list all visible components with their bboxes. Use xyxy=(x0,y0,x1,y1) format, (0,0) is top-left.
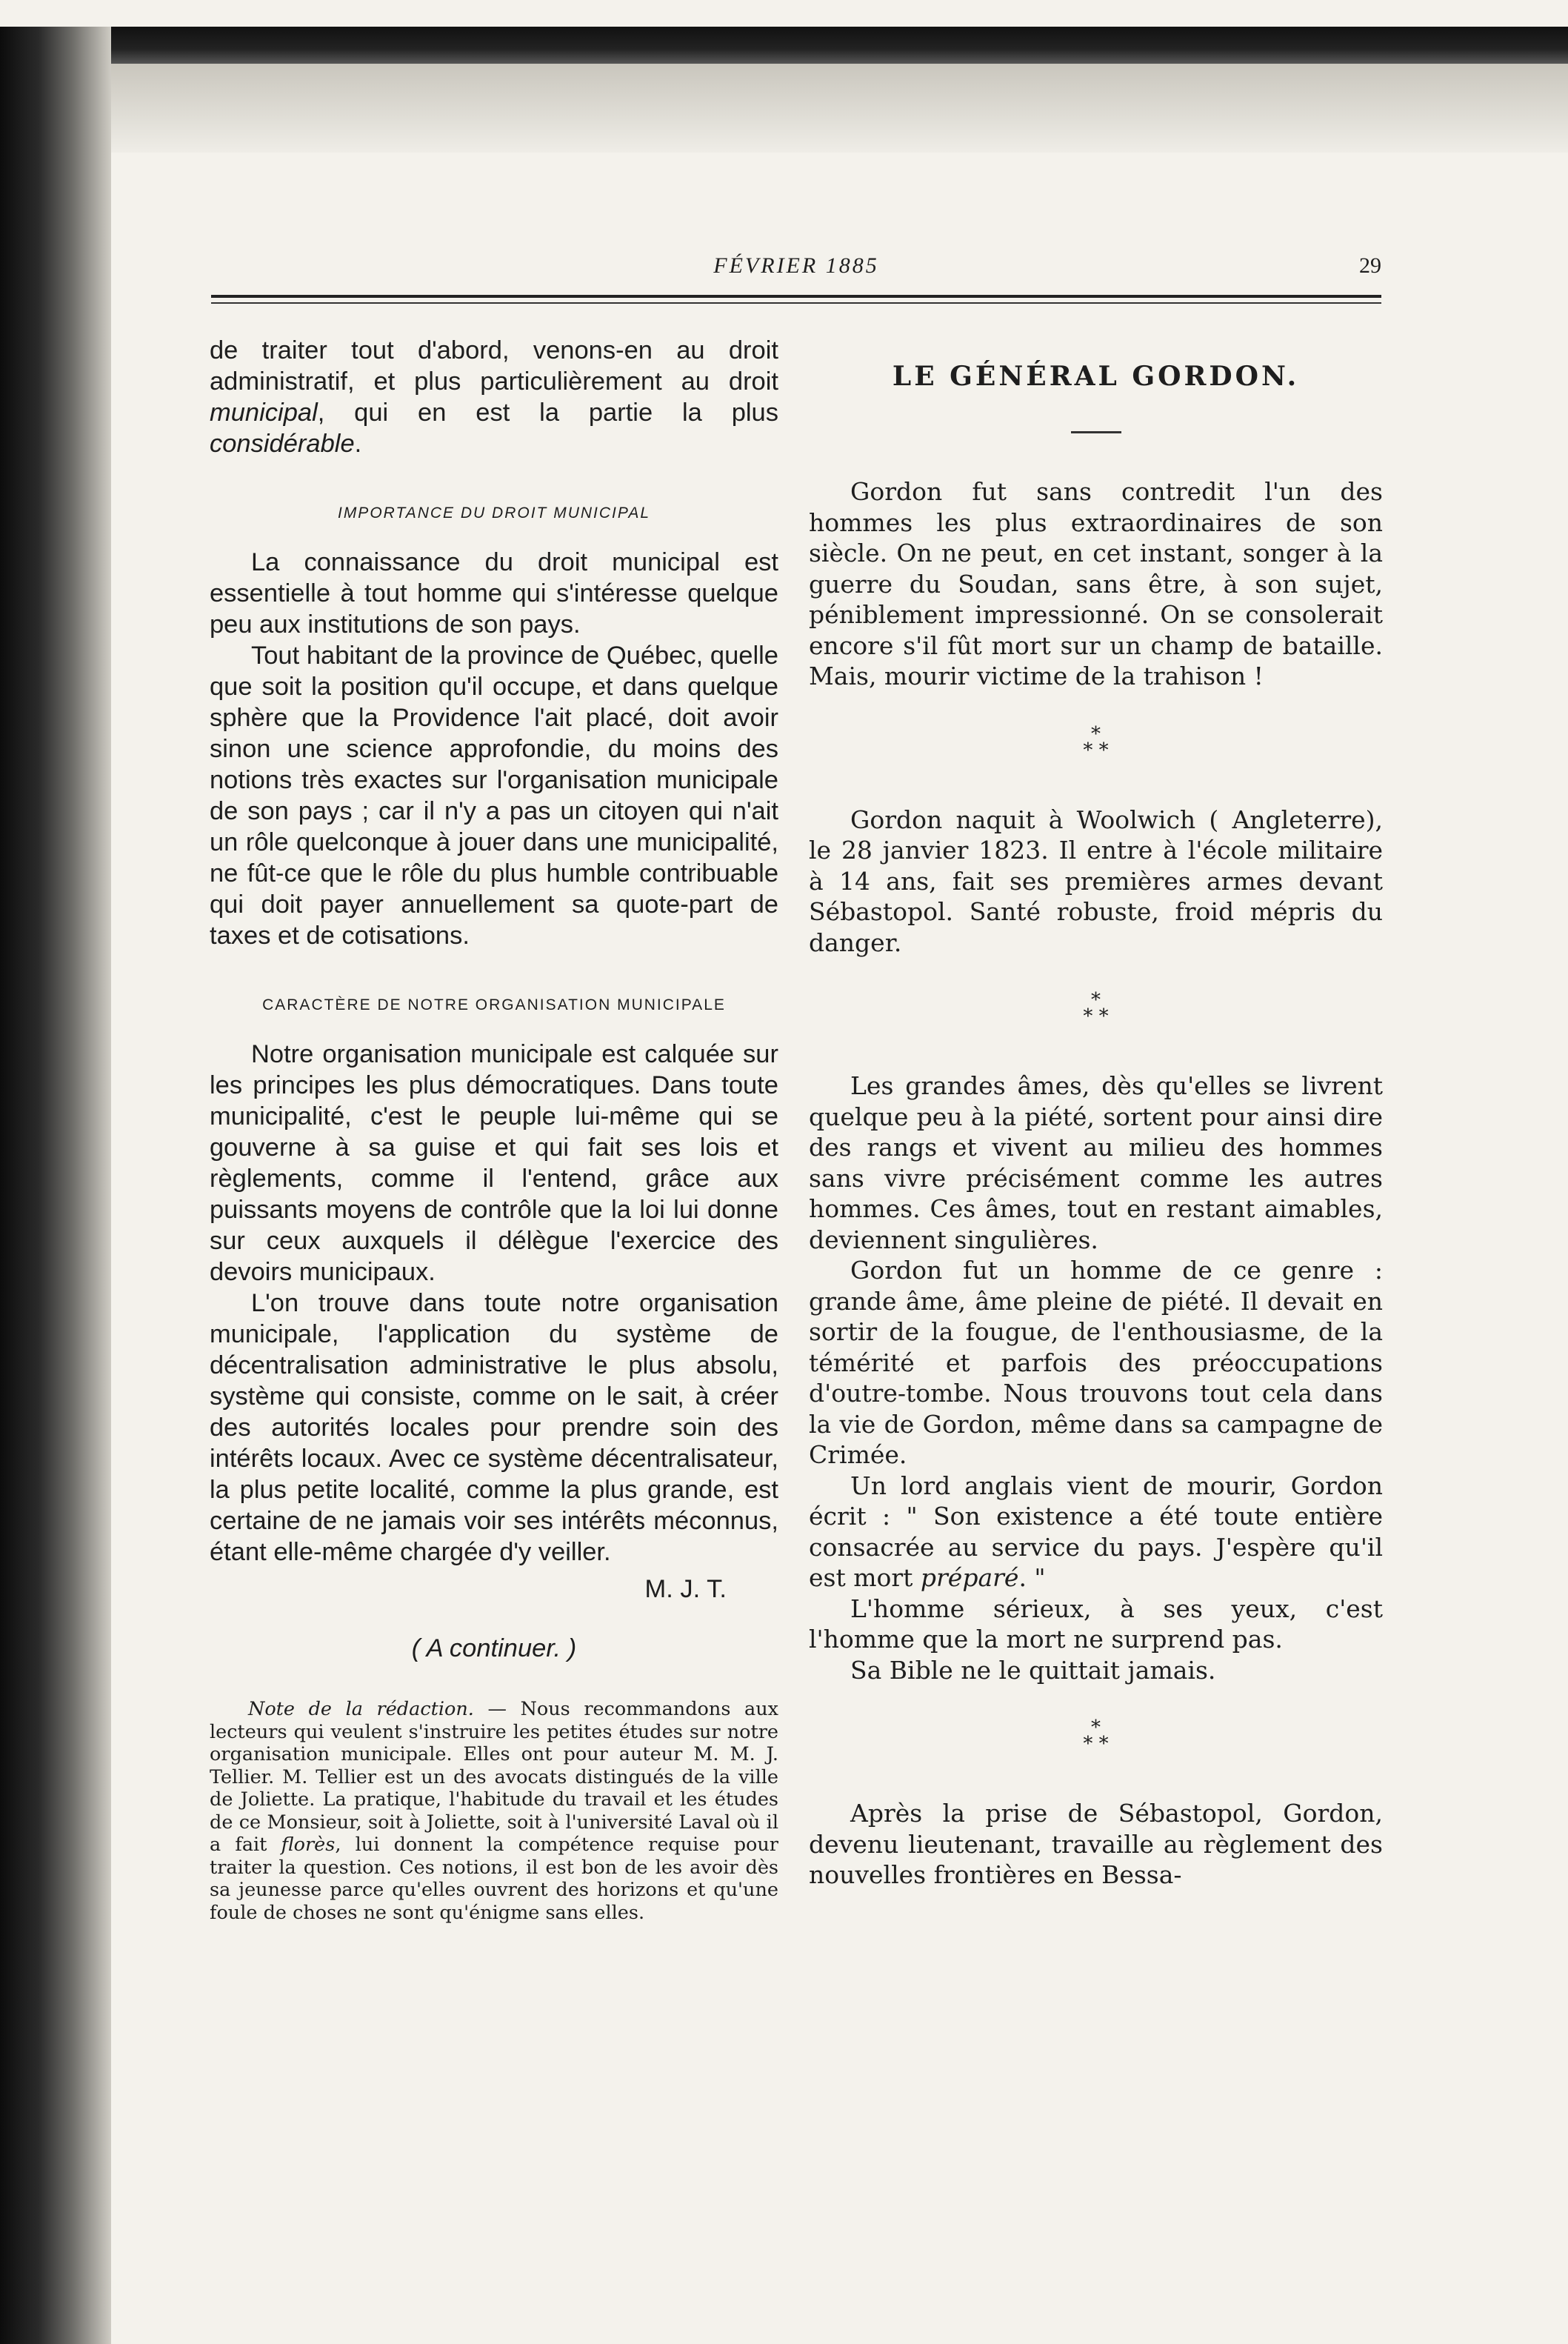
asterism-divider-3: * * * xyxy=(1083,1717,1109,1755)
gordon-paragraph-4: Gordon fut un homme de ce genre : grande âme, âme pleine de piété. Il devait en sortir de la fougue, de l'enthousiasme, de la témérité et parfois des préoccupations d'outre-tombe. Nous trouvons tout cela dans la vie de Gordon, même dans sa campagne de Crimée. xyxy=(809,1256,1383,1469)
page-number: 29 xyxy=(1359,253,1381,278)
left-column xyxy=(210,335,778,1924)
to-be-continued: ( A continuer. ) xyxy=(411,1634,577,1662)
emphasis-flores: florès xyxy=(281,1834,336,1856)
intro-paragraph: de traiter tout d'abord, venons-en au droit administratif, et plus particulièrement au droit municipal, qui en est la partie la plus considérable. xyxy=(210,336,778,458)
section-heading-importance: IMPORTANCE DU DROIT MUNICIPAL xyxy=(337,505,651,522)
header-rule-thick xyxy=(211,295,1381,298)
scan-binding-edge xyxy=(0,27,111,2344)
article-title: LE GÉNÉRAL GORDON. xyxy=(892,361,1300,392)
header-rule-thin xyxy=(211,302,1381,304)
emphasis-municipal: municipal xyxy=(210,399,318,427)
asterism-divider-2: * * * xyxy=(1083,989,1109,1028)
section2-paragraph-2: L'on trouve dans toute notre organisation municipale, l'application du système de décentralisation administrative le plus absolu, système qui consiste, comme on le sait, à créer des autorités locales pour prendre soin des intérêts locaux. Avec ce système décentralisateur, la plus petite localité, comme la plus grande, est certaine de ne jamais voir ses intérêts méconnus, étant elle-même chargée d'y veiller. xyxy=(210,1289,778,1566)
scan-top-border xyxy=(0,27,1568,64)
gordon-paragraph-7: Sa Bible ne le quittait jamais. xyxy=(850,1655,1216,1685)
section-heading-caractere: CARACTÈRE DE NOTRE ORGANISATION MUNICIPALE xyxy=(262,996,726,1013)
emphasis-prepare: préparé xyxy=(920,1563,1019,1592)
editorial-note: Note de la rédaction. — Nous recommandons aux lecteurs qui veulent s'instruire les petites études sur notre organisation municipale. Elles ont pour auteur M. M. J. Tellier. M. Tellier est un des avocats distingués de la ville de Joliette. La pratique, l'habitude du travail et les études de ce Monsieur, soit à Joliette, soit à l'université Laval où il a fait florès, lui donnent la compétence requise pour traiter la question. Ces notions, il est bon de les avoir dès sa jeunesse parce qu'elles ouvrent des horizons et qu'une foule de choses ne sont qu'énigme sans elles. xyxy=(210,1698,778,1924)
scan-top-shading xyxy=(0,64,1568,153)
asterism-divider-1: * * * xyxy=(1083,722,1109,762)
author-signature: M. J. T. xyxy=(644,1575,727,1603)
gordon-paragraph-6: L'homme sérieux, à ses yeux, c'est l'homme que la mort ne surprend pas. xyxy=(809,1594,1383,1654)
page-header xyxy=(211,253,1381,298)
gordon-paragraph-3: Les grandes âmes, dès qu'elles se livrent quelque peu à la piété, sortent pour ainsi dire des rangs et vivent au milieu des hommes sans vivre précisément comme les autres hommes. Ces âmes, tout en restant aimables, deviennent singulières. xyxy=(809,1071,1383,1254)
note-label: Note de la rédaction. xyxy=(248,1698,474,1720)
right-column xyxy=(809,335,1383,1891)
emphasis-considerable: considérable xyxy=(210,430,355,458)
section1-paragraph-1: La connaissance du droit municipal est essentielle à tout homme qui s'intéresse quelque peu aux institutions de son pays. xyxy=(210,548,778,639)
gordon-paragraph-2: Gordon naquit à Woolwich ( Angleterre), le 28 janvier 1823. Il entre à l'école militaire à 14 ans, fait ses premières armes devant Sébastopol. Santé robuste, froid mépris du danger. xyxy=(809,805,1383,957)
gordon-paragraph-1: Gordon fut sans contredit l'un des hommes les plus extraordinaires de son siècle. On ne peut, en cet instant, songer à la guerre du Soudan, sans être, à son sujet, péniblement impressionné. On se consolerait encore s'il fût mort sur un champ de bataille. Mais, mourir victime de la trahison ! xyxy=(809,477,1383,690)
section2-paragraph-1: Notre organisation municipale est calquée sur les principes les plus démocratiques. Dans toute municipalité, c'est le peuple lui-même qui se gouverne à sa guise et qui fait ses lois et règlements, comme il l'entend, grâce aux puissants moyens de contrôle que la loi lui donne sur ceux auxquels il délègue l'exercice des devoirs municipaux. xyxy=(210,1040,778,1286)
gordon-paragraph-8: Après la prise de Sébastopol, Gordon, devenu lieutenant, travaille au règlement des nouvelles frontières en Bessa- xyxy=(809,1799,1383,1889)
running-title: FÉVRIER 1885 xyxy=(713,253,879,278)
title-rule xyxy=(1071,431,1121,433)
gordon-paragraph-5: Un lord anglais vient de mourir, Gordon écrit : " Son existence a été toute entière consacrée au service du pays. J'espère qu'il est mort préparé. " xyxy=(809,1471,1383,1592)
section1-paragraph-2: Tout habitant de la province de Québec, quelle que soit la position qu'il occupe, et dans quelque sphère que la Providence l'ait placé, doit avoir sinon une science approfondie, du moins des notions très exactes sur l'organisation municipale de son pays ; car il n'y a pas un citoyen qui n'ait un rôle quelconque à jouer dans une municipalité, ne fût-ce que le rôle du plus humble contribuable qui doit payer annuellement sa quote-part de taxes et de cotisations. xyxy=(210,642,778,950)
